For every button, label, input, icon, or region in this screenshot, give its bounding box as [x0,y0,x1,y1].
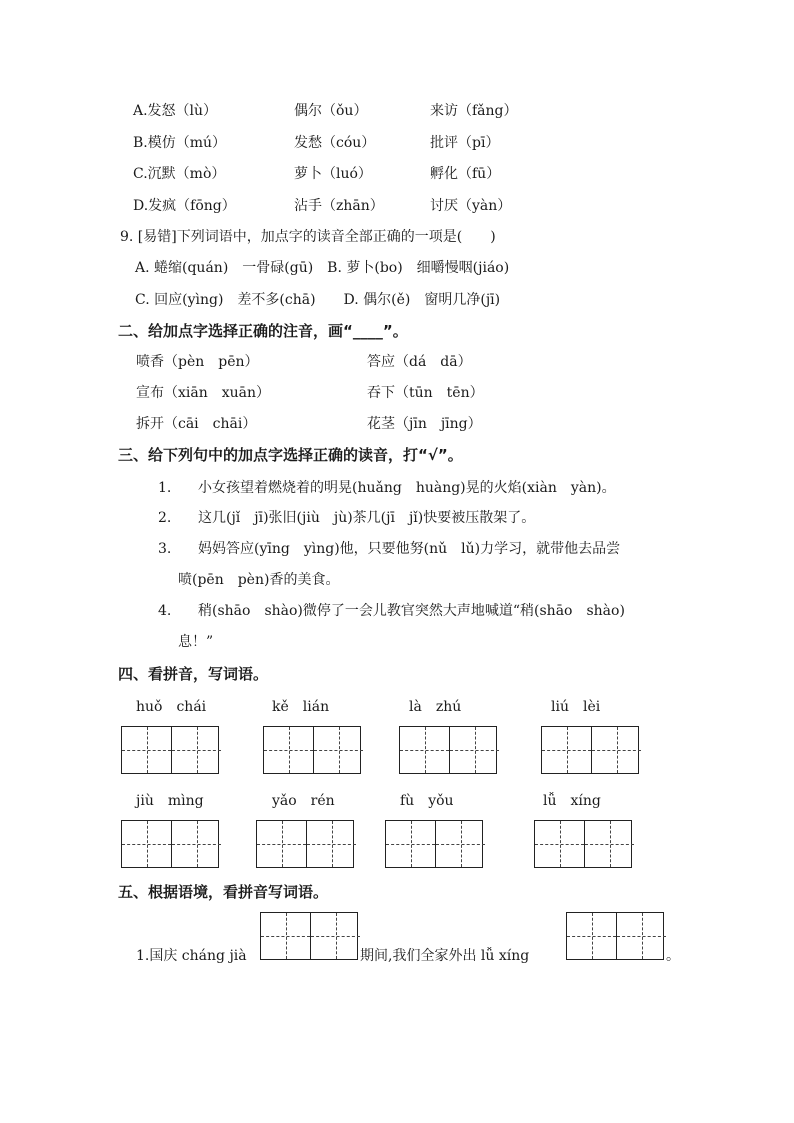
sec5-q1-end: 。 [666,948,680,964]
sec3-item-3-num: 3. [158,541,172,557]
question-9-stem: 9. [易错]下列词语中，加点字的读音全部正确的一项是( ) [120,229,496,245]
option-d-1: D.发疯（fōng） [133,198,236,214]
sec3-item-1-text: 小女孩望着燃烧着的明晃(huǎng huàng)晃的火焰(xiàn yàn)。 [198,480,616,496]
section-3-title: 三、给下列句中的加点字选择正确的读音，打“√”。 [118,446,463,464]
pinyin-label: lǚ xíng [543,793,601,809]
sec2-right-3: 花茎（jīn jīng） [367,416,482,432]
writing-grid[interactable] [263,726,361,774]
sec3-item-2-text: 这几(jǐ jī)张旧(jiù jù)茶几(jī jǐ)快要被压散架了。 [198,510,536,526]
sec2-left-1: 喷香（pèn pēn） [136,354,259,370]
sec2-right-1: 答应（dá dā） [367,354,472,370]
writing-grid[interactable] [385,820,483,868]
sec3-item-4-num: 4. [158,603,172,619]
sec2-left-2: 宣布（xiān xuān） [136,385,271,401]
sec5-q1-part1: 1.国庆 cháng jià [136,948,247,964]
question-9-options-row2: C. 回应(yìng) 差不多(chā) D. 偶尔(ě) 窗明几净(jī) [135,292,501,308]
section-5-title: 五、根据语境，看拼音写词语。 [118,883,329,901]
sec3-item-4-cont: 息！” [178,634,214,650]
sec2-right-2: 吞下（tūn tēn） [367,385,484,401]
sec3-item-4-text: 稍(shāo shào)微停了一会儿教官突然大声地喊道“稍(shāo shào) [198,603,625,619]
option-d-2: 沾手（zhān） [294,198,384,214]
pinyin-label: jiù mìng [136,793,204,809]
writing-grid[interactable] [260,912,358,960]
pinyin-label: huǒ chái [136,699,207,715]
option-a-3: 来访（fǎng） [430,103,518,119]
option-c-1: C.沉默（mò） [133,166,226,182]
writing-grid[interactable] [541,726,639,774]
writing-grid[interactable] [566,912,664,960]
pinyin-label: liú lèi [551,699,601,715]
sec3-item-3-text: 妈妈答应(yīng yìng)他，只要他努(nǔ lǔ)力学习，就带他去品尝 [198,541,621,557]
option-b-1: B.模仿（mú） [133,135,227,151]
writing-grid[interactable] [121,726,219,774]
writing-grid[interactable] [534,820,632,868]
option-c-2: 萝卜（luó） [294,166,372,182]
question-9-options-row1: A. 蜷缩(quán) 一骨碌(gū) B. 萝卜(bo) 细嚼慢咽(jiáo) [135,260,510,276]
option-a-2: 偶尔（ǒu） [294,103,368,119]
pinyin-label: yǎo rén [272,793,335,809]
option-b-3: 批评（pī） [430,135,500,151]
sec5-q1-part2: 期间,我们全家外出 lǚ xíng [360,948,530,964]
sec2-left-3: 拆开（cāi chāi） [136,416,257,432]
section-4-title: 四、看拼音，写词语。 [118,665,269,683]
sec3-item-2-num: 2. [158,510,172,526]
writing-grid[interactable] [256,820,354,868]
option-c-3: 孵化（fū） [430,166,501,182]
option-a-1: A.发怒（lù） [133,103,218,119]
sec3-item-3-cont: 喷(pēn pèn)香的美食。 [178,572,340,588]
pinyin-label: fù yǒu [400,793,454,809]
pinyin-label: là zhú [409,699,462,715]
option-b-2: 发愁（cóu） [294,135,376,151]
section-2-title: 二、给加点字选择正确的注音，画“____”。 [118,322,408,340]
sec3-item-1-num: 1. [158,480,172,496]
option-d-3: 讨厌（yàn） [430,198,512,214]
pinyin-label: kě lián [272,699,330,715]
writing-grid[interactable] [399,726,497,774]
writing-grid[interactable] [121,820,219,868]
